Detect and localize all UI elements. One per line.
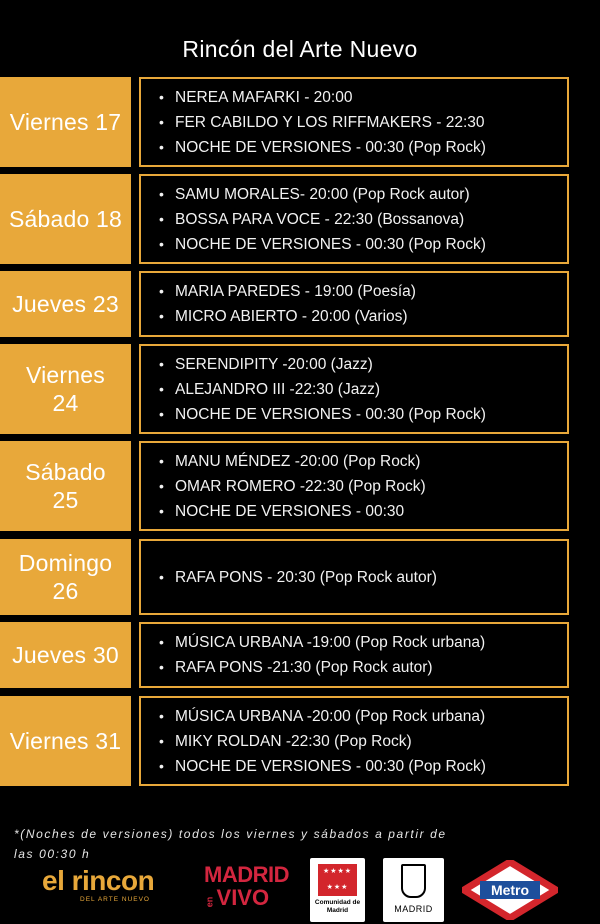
madrid-city-logo — [383, 858, 444, 922]
madrid-en-vivo-line2: VIVO — [216, 885, 270, 910]
comunidad-de-madrid-text: Comunidad de Madrid — [314, 899, 361, 914]
event-item: • MIKY ROLDAN -22:30 (Pop Rock) — [159, 729, 567, 754]
madrid-city-text: MADRID — [394, 904, 433, 914]
day-label: Viernes 31 — [0, 696, 131, 786]
events-box — [139, 271, 569, 337]
event-item: • FER CABILDO Y LOS RIFFMAKERS - 22:30 — [159, 110, 567, 135]
page-title: Rincón del Arte Nuevo — [182, 36, 418, 62]
events-box — [139, 441, 569, 531]
event-item: • BOSSA PARA VOCE - 22:30 (Bossanova) — [159, 207, 567, 232]
day-label: Viernes 17 — [0, 77, 131, 167]
event-item: • MICRO ABIERTO - 20:00 (Varios) — [159, 304, 567, 329]
el-rincon-logo-subtext: DEL ARTE NUEVO — [80, 896, 150, 903]
events-box — [139, 77, 569, 167]
day-label: Sábado 25 — [0, 441, 131, 531]
event-item: • MANU MÉNDEZ -20:00 (Pop Rock) — [159, 449, 567, 474]
event-item: • NOCHE DE VERSIONES - 00:30 (Pop Rock) — [159, 232, 567, 257]
el-rincon-logo — [42, 866, 174, 914]
event-item: • NOCHE DE VERSIONES - 00:30 (Pop Rock) — [159, 135, 567, 160]
events-box — [139, 174, 569, 264]
event-item: • MARIA PAREDES - 19:00 (Poesía) — [159, 279, 567, 304]
day-label: Viernes 24 — [0, 344, 131, 434]
metro-logo — [462, 860, 558, 920]
coat-of-arms-icon — [401, 864, 426, 898]
star-flag-icon: ★★★★ ★★★ — [318, 864, 357, 896]
event-item: • SERENDIPITY -20:00 (Jazz) — [159, 352, 567, 377]
footnote: *(Noches de versiones) todos los viernes y sábados a partir de las 00:30 h — [14, 827, 447, 861]
day-label: Sábado 18 — [0, 174, 131, 264]
event-item: • NOCHE DE VERSIONES - 00:30 — [159, 499, 567, 524]
events-box — [139, 344, 569, 434]
events-box — [139, 539, 569, 615]
event-item: • ALEJANDRO III -22:30 (Jazz) — [159, 377, 567, 402]
event-item: • SAMU MORALES- 20:00 (Pop Rock autor) — [159, 182, 567, 207]
metro-diamond-icon — [462, 860, 558, 920]
events-box — [139, 696, 569, 786]
comunidad-de-madrid-logo — [310, 858, 365, 922]
madrid-en-vivo-line1: MADRID — [204, 862, 289, 887]
day-label: Domingo 26 — [0, 539, 131, 615]
event-item: • NOCHE DE VERSIONES - 00:30 (Pop Rock) — [159, 402, 567, 427]
day-label: Jueves 30 — [0, 622, 131, 688]
madrid-en-vivo-en: en — [204, 896, 215, 908]
event-item: • OMAR ROMERO -22:30 (Pop Rock) — [159, 474, 567, 499]
event-item: • NOCHE DE VERSIONES - 00:30 (Pop Rock) — [159, 754, 567, 779]
event-item: • RAFA PONS -21:30 (Pop Rock autor) — [159, 655, 567, 680]
day-label: Jueves 23 — [0, 271, 131, 337]
event-item: • MÚSICA URBANA -20:00 (Pop Rock urbana) — [159, 704, 567, 729]
madrid-en-vivo-logo — [204, 862, 289, 918]
event-item: • RAFA PONS - 20:30 (Pop Rock autor) — [159, 565, 567, 590]
metro-logo-text: Metro — [490, 882, 530, 898]
events-box — [139, 622, 569, 688]
event-item: • NEREA MAFARKI - 20:00 — [159, 85, 567, 110]
event-item: • MÚSICA URBANA -19:00 (Pop Rock urbana) — [159, 630, 567, 655]
el-rincon-logo-text: el rincon — [42, 865, 155, 896]
